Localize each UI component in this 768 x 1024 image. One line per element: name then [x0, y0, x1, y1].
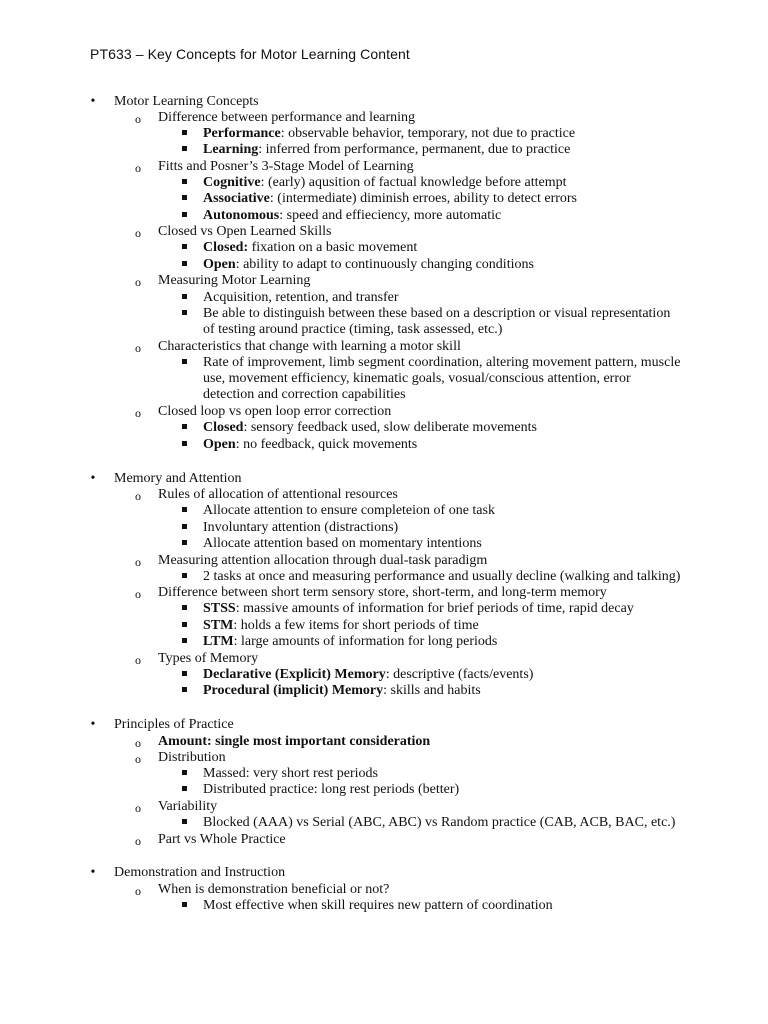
item-text: detection and correction capabilities — [203, 387, 406, 402]
subtopic-item — [158, 224, 331, 240]
term-bold: Autonomous — [203, 208, 280, 223]
bullet-circle-icon: o — [135, 161, 141, 175]
bullet-square-icon — [182, 898, 187, 914]
detail-item — [203, 667, 533, 683]
bullet-circle-icon: o — [135, 226, 141, 240]
bullet-square-icon — [182, 569, 187, 585]
bullet-square-icon — [182, 618, 187, 634]
term-bold: Amount: single most important consideration — [158, 734, 431, 749]
detail-item — [203, 601, 634, 617]
bullet-square-icon — [182, 142, 187, 158]
detail-item — [203, 306, 670, 322]
item-text: : (early) aqusition of factual knowledge before attempt — [260, 175, 567, 190]
bullet-square-icon — [182, 191, 187, 207]
item-text: : inferred from performance, permanent, due to practice — [258, 142, 571, 157]
detail-item — [203, 126, 575, 142]
bullet-square-icon — [182, 306, 187, 322]
item-text: Acquisition, retention, and transfer — [203, 290, 399, 305]
subtopic-item — [158, 273, 310, 289]
bullet-circle-icon: o — [135, 801, 141, 815]
bullet-square-icon — [182, 503, 187, 519]
subtopic-item — [158, 651, 258, 667]
item-text: When is demonstration beneficial or not? — [158, 882, 390, 897]
item-text: Massed: very short rest periods — [203, 766, 378, 781]
section-heading — [114, 94, 259, 110]
bullet-square-icon — [182, 240, 187, 256]
item-text: : skills and habits — [383, 683, 481, 698]
bullet-square-icon — [182, 683, 187, 699]
item-text: : speed and effieciency, more automatic — [279, 208, 502, 223]
item-text: : (intermediate) diminish erroes, ability to detect errors — [269, 191, 578, 206]
item-text: : descriptive (facts/events) — [385, 667, 534, 682]
term-bold: Cognitive — [203, 175, 261, 190]
bullet-square-icon — [182, 420, 187, 436]
item-text: Blocked (AAA) vs Serial (ABC, ABC) vs Random practice (CAB, ACB, BAC, etc.) — [203, 815, 676, 830]
detail-item — [203, 503, 495, 519]
subtopic-item — [158, 734, 430, 750]
bullet-circle-icon: o — [135, 736, 141, 750]
term-bold: Open — [203, 257, 236, 272]
detail-item — [203, 240, 417, 256]
subtopic-item — [158, 159, 414, 175]
item-text: of testing around practice (timing, task assessed, etc.) — [203, 322, 503, 337]
item-text: Distributed practice: long rest periods (better) — [203, 782, 460, 797]
bullet-circle-icon: o — [135, 112, 141, 126]
term-bold: Procedural (implicit) Memory — [203, 683, 384, 698]
detail-item — [203, 175, 567, 191]
item-text: Memory and Attention — [114, 471, 242, 486]
subtopic-item — [158, 487, 398, 503]
bullet-square-icon — [182, 782, 187, 798]
subtopic-item — [158, 585, 607, 601]
bullet-dot-icon — [89, 471, 97, 487]
item-text: Be able to distinguish between these based on a description or visual representation — [203, 306, 671, 321]
term-bold: Learning — [203, 142, 259, 157]
detail-item — [203, 257, 534, 273]
detail-item — [203, 569, 680, 585]
bullet-dot-icon — [89, 717, 97, 733]
detail-item — [203, 782, 459, 798]
item-text: Part vs Whole Practice — [158, 832, 286, 847]
subtopic-item — [158, 339, 461, 355]
item-text: Involuntary attention (distractions) — [203, 520, 399, 535]
bullet-circle-icon: o — [135, 406, 141, 420]
bullet-dot-icon — [89, 94, 97, 110]
subtopic-item — [158, 110, 415, 126]
bullet-circle-icon: o — [135, 752, 141, 766]
term-bold: Associative — [203, 191, 270, 206]
bullet-square-icon — [182, 815, 187, 831]
item-text: Fitts and Posner’s 3-Stage Model of Learning — [158, 159, 414, 174]
item-text: Closed loop vs open loop error correction — [158, 404, 392, 419]
detail-item — [203, 766, 378, 782]
bullet-square-icon — [182, 175, 187, 191]
item-text: Difference between short term sensory store, short-term, and long-term memory — [158, 585, 607, 600]
item-text: Rules of allocation of attentional resources — [158, 487, 398, 502]
bullet-circle-icon: o — [135, 587, 141, 601]
item-text: : holds a few items for short periods of time — [233, 618, 479, 633]
bullet-circle-icon: o — [135, 275, 141, 289]
section-heading — [114, 717, 234, 733]
item-text: Measuring Motor Learning — [158, 273, 311, 288]
detail-item — [203, 191, 577, 207]
bullet-square-icon — [182, 601, 187, 617]
bullet-square-icon — [182, 355, 187, 371]
term-bold: Performance — [203, 126, 281, 141]
detail-item — [203, 387, 406, 403]
section-heading — [114, 471, 242, 487]
detail-item — [203, 322, 502, 338]
section-heading — [114, 865, 285, 881]
item-text: 2 tasks at once and measuring performance and usually decline (walking and talking) — [203, 569, 681, 584]
detail-item — [203, 355, 680, 371]
term-bold: STSS — [203, 601, 236, 616]
item-text: Most effective when skill requires new pattern of coordination — [203, 898, 553, 913]
detail-item — [203, 371, 631, 387]
document-title: PT633 – Key Concepts for Motor Learning Content — [90, 46, 410, 62]
term-bold: Closed: — [203, 240, 249, 255]
item-text: : ability to adapt to continuously changing conditions — [235, 257, 534, 272]
item-text: Principles of Practice — [114, 717, 234, 732]
bullet-square-icon — [182, 437, 187, 453]
item-text: Characteristics that change with learning a motor skill — [158, 339, 461, 354]
item-text: fixation on a basic movement — [248, 240, 418, 255]
bullet-square-icon — [182, 126, 187, 142]
term-bold: STM — [203, 618, 234, 633]
bullet-circle-icon: o — [135, 489, 141, 503]
bullet-square-icon — [182, 536, 187, 552]
item-text: Distribution — [158, 750, 226, 765]
bullet-circle-icon: o — [135, 555, 141, 569]
detail-item — [203, 536, 482, 552]
subtopic-item — [158, 553, 487, 569]
detail-item — [203, 815, 675, 831]
item-text: use, movement efficiency, kinematic goals, vosual/conscious attention, error — [203, 371, 631, 386]
detail-item — [203, 420, 537, 436]
bullet-circle-icon: o — [135, 884, 141, 898]
item-text: Allocate attention based on momentary intentions — [203, 536, 482, 551]
bullet-circle-icon: o — [135, 341, 141, 355]
detail-item — [203, 142, 570, 158]
item-text: Difference between performance and learning — [158, 110, 416, 125]
subtopic-item — [158, 750, 226, 766]
term-bold: Closed — [203, 420, 244, 435]
item-text: : large amounts of information for long periods — [233, 634, 498, 649]
item-text: Types of Memory — [158, 651, 259, 666]
bullet-circle-icon: o — [135, 834, 141, 848]
item-text: Allocate attention to ensure completeion of one task — [203, 503, 495, 518]
detail-item — [203, 683, 481, 699]
bullet-square-icon — [182, 257, 187, 273]
bullet-square-icon — [182, 208, 187, 224]
item-text: : sensory feedback used, slow deliberate movements — [243, 420, 537, 435]
detail-item — [203, 618, 479, 634]
item-text: : massive amounts of information for brief periods of time, rapid decay — [235, 601, 634, 616]
bullet-square-icon — [182, 634, 187, 650]
subtopic-item — [158, 882, 389, 898]
term-bold: Open — [203, 437, 236, 452]
term-bold: LTM — [203, 634, 234, 649]
subtopic-item — [158, 404, 391, 420]
bullet-square-icon — [182, 667, 187, 683]
item-text: : observable behavior, temporary, not due to practice — [280, 126, 576, 141]
item-text: Variability — [158, 799, 218, 814]
bullet-dot-icon — [89, 865, 97, 881]
item-text: Demonstration and Instruction — [114, 865, 286, 880]
detail-item — [203, 520, 398, 536]
item-text: Motor Learning Concepts — [114, 94, 259, 109]
item-text: : no feedback, quick movements — [235, 437, 418, 452]
detail-item — [203, 437, 417, 453]
detail-item — [203, 898, 553, 914]
item-text: Measuring attention allocation through dual-task paradigm — [158, 553, 488, 568]
bullet-circle-icon: o — [135, 653, 141, 667]
item-text: Rate of improvement, limb segment coordination, altering movement pattern, muscle — [203, 355, 681, 370]
detail-item — [203, 208, 501, 224]
item-text: Closed vs Open Learned Skills — [158, 224, 332, 239]
subtopic-item — [158, 799, 217, 815]
detail-item — [203, 634, 497, 650]
bullet-square-icon — [182, 766, 187, 782]
detail-item — [203, 290, 399, 306]
term-bold: Declarative (Explicit) Memory — [203, 667, 386, 682]
bullet-square-icon — [182, 520, 187, 536]
bullet-square-icon — [182, 290, 187, 306]
subtopic-item — [158, 832, 286, 848]
